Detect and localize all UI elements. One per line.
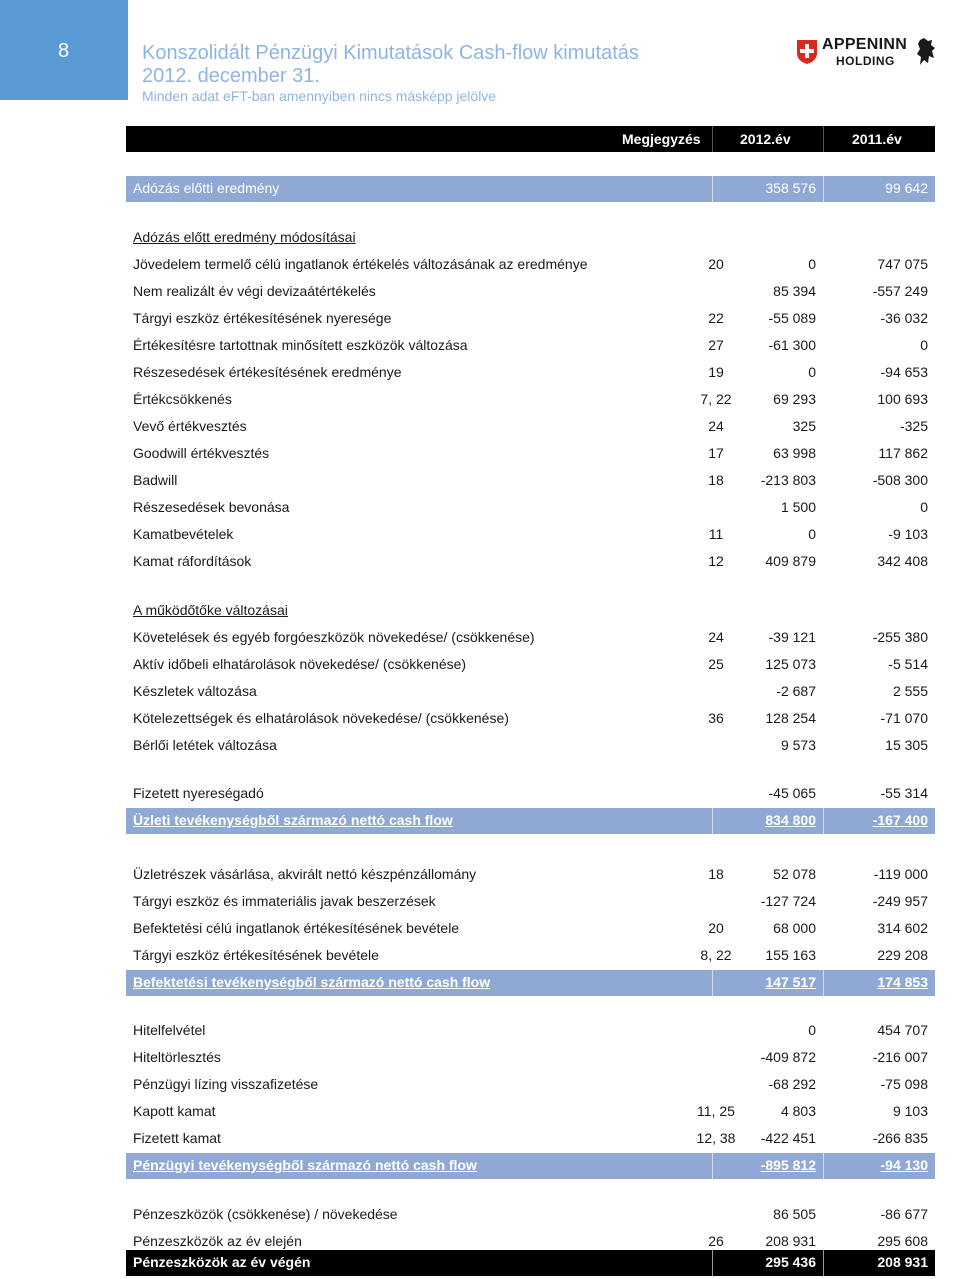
- row-label: Befektetési tevékenységből származó nettó cash flow: [133, 974, 491, 990]
- row-value-2011: -55 314: [880, 785, 928, 801]
- row-value-2012: 85 394: [773, 283, 816, 299]
- table-row: [126, 441, 935, 467]
- row-value-2011: 99 642: [885, 180, 928, 196]
- row-label: Kötelezettségek és elhatárolások növekedése/ (csökkenése): [133, 710, 509, 726]
- row-label: Részesedések bevonása: [133, 499, 290, 515]
- table-row: [126, 625, 935, 651]
- table-row: [126, 279, 935, 305]
- row-label: Pénzeszközök az év végén: [133, 1254, 311, 1270]
- row-label: Készletek változása: [133, 683, 257, 699]
- row-value-2011: 208 931: [877, 1254, 928, 1270]
- row-note: 27: [708, 337, 724, 353]
- row-value-2012: 155 163: [765, 947, 816, 963]
- table-row: [126, 225, 935, 251]
- row-label: Adózás előtti eredmény: [133, 180, 280, 196]
- row-value-2011: -255 380: [872, 629, 928, 645]
- row-label: Követelések és egyéb forgóeszközök növekedése/ (csökkenése): [133, 629, 535, 645]
- table-row: [126, 468, 935, 494]
- row-label: Goodwill értékvesztés: [133, 445, 270, 461]
- row-value-2012: 0: [808, 1022, 816, 1038]
- row-value-2011: 117 862: [878, 445, 928, 461]
- table-header: [126, 126, 935, 152]
- table-row: [126, 679, 935, 705]
- table-row: [126, 1072, 935, 1098]
- row-value-2011: -94 130: [880, 1157, 928, 1173]
- swiss-cross-icon: [796, 39, 818, 65]
- row-value-2011: -75 098: [880, 1076, 928, 1092]
- row-value-2011: 229 208: [877, 947, 928, 963]
- report-subtitle: Minden adat eFT-ban amennyiben nincs másképp jelölve: [142, 88, 497, 104]
- row-value-2011: 0: [920, 499, 928, 515]
- table-row: [126, 1018, 935, 1044]
- row-note: 36: [708, 710, 724, 726]
- row-value-2012: 0: [808, 526, 816, 542]
- row-label: Fizetett kamat: [133, 1130, 221, 1146]
- table-row: [126, 252, 935, 278]
- table-row: [126, 1099, 935, 1125]
- table-row: [126, 333, 935, 359]
- row-value-2011: 174 853: [877, 974, 928, 990]
- row-value-2012: 325: [792, 418, 816, 434]
- table-row: [126, 1250, 935, 1276]
- row-value-2011: -9 103: [888, 526, 928, 542]
- row-label: Aktív időbeli elhatárolások növekedése/ (csökkenése): [133, 656, 467, 672]
- row-value-2011: -94 653: [880, 364, 928, 380]
- row-label: Tárgyi eszköz és immateriális javak beszerzések: [133, 893, 436, 909]
- row-note: 22: [708, 310, 724, 326]
- row-note: 24: [708, 629, 724, 645]
- table-row: [126, 970, 935, 996]
- table-row: [126, 176, 935, 202]
- page-title: Konszolidált Pénzügyi Kimutatások Cash-flow kimutatás: [142, 42, 639, 64]
- row-label: Vevő értékvesztés: [133, 418, 247, 434]
- row-label: Pénzeszközök az év elején: [133, 1233, 302, 1249]
- company-logo: [796, 36, 941, 70]
- row-value-2012: 834 800: [765, 812, 816, 828]
- col-2012-header: 2012.év: [740, 131, 791, 147]
- row-value-2012: -2 687: [776, 683, 816, 699]
- row-value-2011: 2 555: [892, 683, 928, 699]
- col-note-header: Megjegyzés: [622, 131, 701, 147]
- row-label: Tárgyi eszköz értékesítésének nyeresége: [133, 310, 392, 326]
- row-value-2012: 86 505: [773, 1206, 816, 1222]
- table-row: [126, 1126, 935, 1152]
- row-value-2012: 9 573: [780, 737, 816, 753]
- row-label: Üzleti tevékenységből származó nettó cash flow: [133, 812, 453, 828]
- row-note: 25: [708, 656, 724, 672]
- row-value-2012: 4 803: [780, 1103, 816, 1119]
- row-note: 11, 25: [697, 1103, 735, 1119]
- row-value-2012: 358 576: [765, 180, 816, 196]
- row-value-2012: -895 812: [760, 1157, 816, 1173]
- row-value-2012: -45 065: [768, 785, 816, 801]
- row-value-2012: 69 293: [773, 391, 816, 407]
- row-label: Pénzügyi lízing visszafizetése: [133, 1076, 319, 1092]
- row-value-2011: 100 693: [877, 391, 928, 407]
- table-row: [126, 706, 935, 732]
- row-label: Kamat ráfordítások: [133, 553, 252, 569]
- row-label: Fizetett nyereségadó: [133, 785, 264, 801]
- row-value-2011: 9 103: [892, 1103, 928, 1119]
- row-note: 11: [708, 526, 724, 542]
- row-value-2011: -249 957: [872, 893, 928, 909]
- row-label: Adózás előtt eredmény módosításai: [133, 229, 356, 245]
- table-row: [126, 414, 935, 440]
- table-row: [126, 1202, 935, 1228]
- table-row: [126, 733, 935, 759]
- row-label: Hitelfelvétel: [133, 1022, 206, 1038]
- row-note: 18: [708, 472, 724, 488]
- row-value-2011: -557 249: [872, 283, 928, 299]
- row-label: Üzletrészek vásárlása, akvirált nettó készpénzállomány: [133, 866, 477, 882]
- table-row: [126, 808, 935, 834]
- row-value-2012: -55 089: [768, 310, 816, 326]
- row-label: Pénzügyi tevékenységből származó nettó cash flow: [133, 1157, 477, 1173]
- table-row: [126, 916, 935, 942]
- bear-icon: [914, 36, 938, 68]
- row-value-2011: 0: [920, 337, 928, 353]
- row-value-2012: 295 436: [765, 1254, 816, 1270]
- col-2011-header: 2011.év: [852, 131, 902, 147]
- row-value-2012: -409 872: [760, 1049, 816, 1065]
- row-value-2012: 125 073: [765, 656, 816, 672]
- row-note: 7, 22: [700, 391, 732, 407]
- table-row: [126, 598, 935, 624]
- row-label: Kapott kamat: [133, 1103, 216, 1119]
- row-label: Bérlői letétek változása: [133, 737, 277, 753]
- row-value-2012: 52 078: [773, 866, 816, 882]
- row-note: 17: [708, 445, 724, 461]
- row-note: 24: [708, 418, 724, 434]
- row-value-2011: -266 835: [872, 1130, 928, 1146]
- row-value-2012: -68 292: [768, 1076, 816, 1092]
- row-note: 19: [708, 364, 724, 380]
- table-row: [126, 781, 935, 807]
- table-row: [126, 387, 935, 413]
- table-row: [126, 652, 935, 678]
- table-row: [126, 360, 935, 386]
- row-note: 20: [708, 256, 724, 272]
- row-value-2011: -508 300: [872, 472, 928, 488]
- table-row: [126, 522, 935, 548]
- logo-holding: HOLDING: [836, 54, 895, 68]
- row-label: Kamatbevételek: [133, 526, 234, 542]
- row-label: Részesedések értékesítésének eredménye: [133, 364, 402, 380]
- row-note: 18: [708, 866, 724, 882]
- row-label: Értékesítésre tartottnak minősített eszközök változása: [133, 337, 468, 353]
- row-value-2012: -127 724: [760, 893, 816, 909]
- row-label: Nem realizált év végi devizaátértékelés: [133, 283, 376, 299]
- row-note: 12: [708, 553, 724, 569]
- row-value-2011: -86 677: [880, 1206, 928, 1222]
- table-row: [126, 549, 935, 575]
- row-note: 12, 38: [696, 1130, 736, 1146]
- row-label: Tárgyi eszköz értékesítésének bevétele: [133, 947, 379, 963]
- table-row: [126, 1045, 935, 1071]
- row-note: 8, 22: [700, 947, 732, 963]
- row-value-2012: 208 931: [765, 1233, 816, 1249]
- row-label: Hiteltörlesztés: [133, 1049, 221, 1065]
- page-number: 8: [0, 0, 128, 100]
- row-label: Badwill: [133, 472, 178, 488]
- table-row: [126, 306, 935, 332]
- table-row: [126, 862, 935, 888]
- row-value-2011: -216 007: [872, 1049, 928, 1065]
- row-value-2011: 342 408: [877, 553, 928, 569]
- row-value-2012: -39 121: [768, 629, 816, 645]
- row-value-2012: 63 998: [773, 445, 816, 461]
- table-row: [126, 889, 935, 915]
- row-value-2012: -61 300: [768, 337, 816, 353]
- row-value-2012: 409 879: [765, 553, 816, 569]
- table-row: [126, 495, 935, 521]
- row-value-2011: -325: [899, 418, 928, 434]
- table-row: [126, 1153, 935, 1179]
- row-value-2012: -422 451: [760, 1130, 816, 1146]
- row-value-2011: -71 070: [880, 710, 928, 726]
- row-value-2011: -167 400: [872, 812, 928, 828]
- logo-name: APPENINN: [822, 36, 908, 53]
- row-value-2011: 295 608: [877, 1233, 928, 1249]
- row-value-2012: 1 500: [780, 499, 816, 515]
- row-label: A működőtőke változásai: [133, 602, 288, 618]
- row-label: Értékcsökkenés: [133, 391, 232, 407]
- row-value-2011: 314 602: [877, 920, 928, 936]
- row-note: 20: [708, 920, 724, 936]
- row-value-2012: 147 517: [765, 974, 816, 990]
- row-value-2011: 747 075: [877, 256, 928, 272]
- row-value-2011: -119 000: [873, 866, 928, 882]
- row-value-2011: 454 707: [877, 1022, 928, 1038]
- report-date: 2012. december 31.: [142, 65, 320, 87]
- row-value-2012: 0: [808, 256, 816, 272]
- row-value-2012: 0: [808, 364, 816, 380]
- row-note: 26: [708, 1233, 724, 1249]
- row-value-2012: 128 254: [765, 710, 816, 726]
- row-value-2012: -213 803: [760, 472, 816, 488]
- row-label: Befektetési célú ingatlanok értékesítésének bevétele: [133, 920, 460, 936]
- row-label: Jövedelem termelő célú ingatlanok értékelés változásának az eredménye: [133, 256, 588, 272]
- row-label: Pénzeszközök (csökkenése) / növekedése: [133, 1206, 398, 1222]
- row-value-2011: -36 032: [880, 310, 928, 326]
- row-value-2012: 68 000: [773, 920, 816, 936]
- table-row: [126, 943, 935, 969]
- row-value-2011: 15 305: [885, 737, 928, 753]
- row-value-2011: -5 514: [888, 656, 928, 672]
